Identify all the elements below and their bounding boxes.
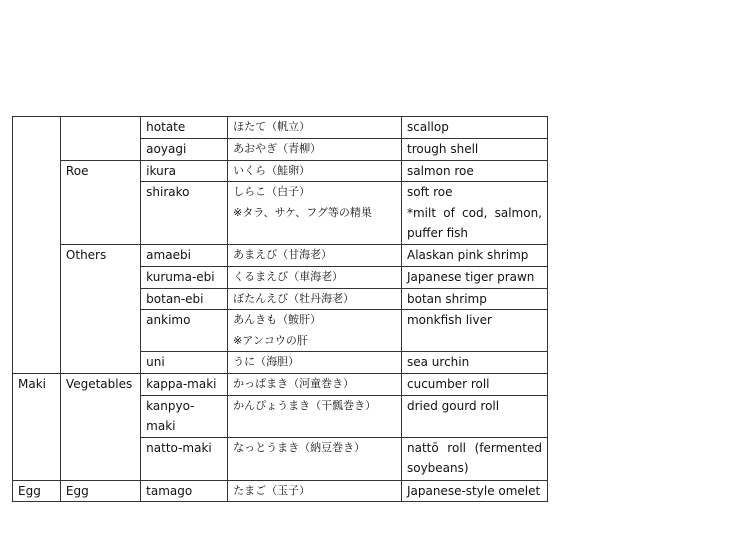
japanese-cell: ぼたんえび（牡丹海老）: [228, 288, 402, 310]
japanese-note: ※アンコウの肝: [233, 333, 308, 347]
romaji-cell: natto-maki: [141, 437, 228, 480]
subcategory-cell: Others: [60, 245, 140, 374]
romaji-cell: tamago: [141, 480, 228, 502]
japanese-cell: ほたて（帆立）: [228, 117, 402, 139]
english-term: soft roe: [406, 185, 453, 199]
romaji-cell: kanpyo-maki: [141, 395, 228, 437]
table-row: [13, 117, 548, 139]
category-cell: Maki: [13, 374, 61, 481]
japanese-term: しらこ（白子）: [233, 185, 311, 198]
romaji-cell: aoyagi: [141, 139, 228, 161]
english-cell: dried gourd roll: [401, 395, 547, 437]
japanese-cell: [228, 310, 402, 352]
romaji-cell: amaebi: [141, 245, 228, 267]
japanese-note: ※タラ、サケ、フグ等の精巣: [233, 205, 372, 219]
subcategory-cell: Roe: [60, 160, 140, 245]
english-cell: Alaskan pink shrimp: [401, 245, 547, 267]
table-row: [13, 160, 548, 182]
table-row: [13, 374, 548, 396]
english-cell: salmon roe: [401, 160, 547, 182]
english-cell: Japanese-style omelet: [401, 480, 547, 502]
romaji-cell: shirako: [141, 182, 228, 245]
category-cell: [13, 117, 61, 374]
romaji-cell: kappa-maki: [141, 374, 228, 396]
japanese-cell: なっとうまき（納豆巻き）: [228, 437, 402, 480]
japanese-cell: うに（海胆）: [228, 352, 402, 374]
english-cell: sea urchin: [401, 352, 547, 374]
sushi-glossary-table: [12, 116, 548, 502]
japanese-cell: たまご（玉子）: [228, 480, 402, 502]
table-row: [13, 480, 548, 502]
japanese-cell: くるまえび（車海老）: [228, 267, 402, 289]
english-cell: Japanese tiger prawn: [401, 267, 547, 289]
japanese-cell: あまえび（甘海老）: [228, 245, 402, 267]
english-note: *milt of cod, salmon, puffer fish: [406, 205, 542, 240]
english-cell: nattō roll (fermented soybeans): [401, 437, 547, 480]
japanese-cell: いくら（鮭卵）: [228, 160, 402, 182]
subcategory-cell: Egg: [60, 480, 140, 502]
japanese-cell: かんぴょうまき（干瓢巻き）: [228, 395, 402, 437]
english-cell: cucumber roll: [401, 374, 547, 396]
english-cell: monkfish liver: [401, 310, 547, 352]
romaji-cell: kuruma-ebi: [141, 267, 228, 289]
subcategory-cell: [60, 117, 140, 161]
japanese-cell: かっぱまき（河童巻き）: [228, 374, 402, 396]
japanese-cell: [228, 182, 402, 245]
english-cell: scallop: [401, 117, 547, 139]
romaji-cell: ikura: [141, 160, 228, 182]
japanese-cell: あおやぎ（青柳）: [228, 139, 402, 161]
japanese-term: あんきも（鮟肝）: [233, 313, 322, 326]
category-cell: Egg: [13, 480, 61, 502]
romaji-cell: uni: [141, 352, 228, 374]
english-cell: botan shrimp: [401, 288, 547, 310]
romaji-cell: hotate: [141, 117, 228, 139]
english-cell: trough shell: [401, 139, 547, 161]
romaji-cell: ankimo: [141, 310, 228, 352]
subcategory-cell: Vegetables: [60, 374, 140, 481]
english-cell: [401, 182, 547, 245]
table-row: [13, 245, 548, 267]
romaji-cell: botan-ebi: [141, 288, 228, 310]
